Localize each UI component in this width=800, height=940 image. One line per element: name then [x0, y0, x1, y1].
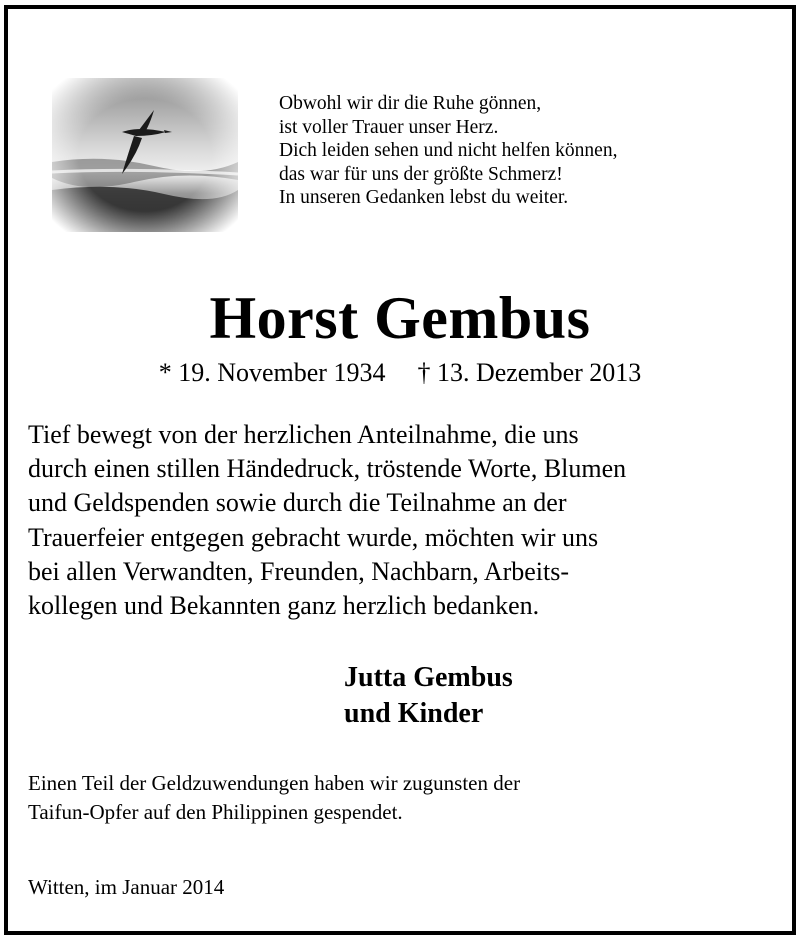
paragraph-line: Tief bewegt von der herzlichen Anteilnahme, die uns [28, 420, 579, 449]
place-date: Witten, im Januar 2014 [28, 875, 225, 899]
paragraph-line: bei allen Verwandten, Freunden, Nachbarn, Arbeits- [28, 556, 570, 586]
death-date: † 13. Dezember 2013 [417, 358, 642, 387]
life-dates [0, 357, 800, 389]
signature-line: Jutta Gembus [344, 662, 513, 693]
family-signature [344, 660, 513, 732]
paragraph-line: Trauerfeier entgegen gebracht wurde, möchten wir uns [28, 522, 599, 552]
thanks-paragraph [28, 418, 626, 623]
poem-line: Dich leiden sehen und nicht helfen können, [279, 140, 618, 161]
note-line: Einen Teil der Geldzuwendungen haben wir zugunsten der [28, 771, 521, 795]
poem-line: ist voller Trauer unser Herz. [279, 116, 499, 138]
paragraph-line: und Geldspenden sowie durch die Teilnahme an der [28, 488, 567, 518]
donation-note [28, 769, 520, 827]
paragraph-line: durch einen stillen Händedruck, tröstende Worte, Blumen [28, 454, 627, 484]
note-line: Taifun-Opfer auf den Philippinen gespendet. [28, 800, 403, 824]
poem-line: Obwohl wir dir die Ruhe gönnen, [279, 93, 542, 114]
seagull-photo [44, 70, 246, 240]
poem-line: das war für uns der größte Schmerz! [279, 163, 563, 185]
paragraph-line: kollegen und Bekannten ganz herzlich bedanken. [28, 591, 540, 621]
signature-line: und Kinder [344, 698, 484, 729]
poem-line: In unseren Gedanken lebst du weiter. [279, 187, 569, 208]
memorial-poem [279, 92, 617, 210]
seagull-icon [44, 70, 246, 240]
birth-date: * 19. November 1934 [158, 358, 386, 387]
deceased-name: Horst Gembus [209, 285, 591, 351]
